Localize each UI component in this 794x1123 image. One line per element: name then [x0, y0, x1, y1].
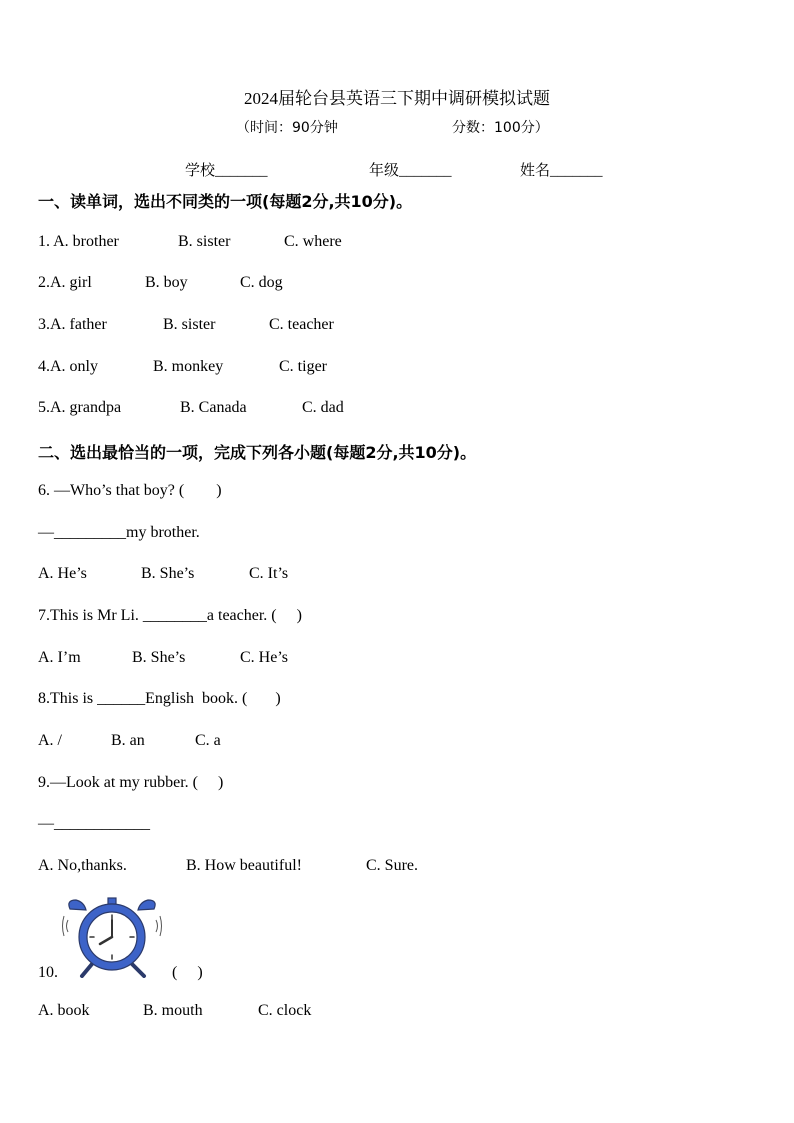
q8-option-b: B. an	[111, 732, 145, 749]
section1-heading: 一、读单词，选出不同类的一项(每题2分,共10分)。	[38, 192, 413, 211]
grade-field: 年级_______	[369, 163, 452, 179]
q7-option-a: A. I’m	[38, 649, 81, 666]
q1-option-a: 1. A. brother	[38, 233, 119, 250]
time-label: （时间：90分钟	[236, 120, 338, 136]
q6-answer-line: —_________my brother.	[38, 524, 200, 541]
q8-option-c: C. a	[195, 732, 221, 749]
q5-option-a: 5.A. grandpa	[38, 399, 122, 416]
name-field: 姓名_______	[520, 163, 603, 179]
q10-number: 10.	[38, 964, 58, 981]
q4-option-c: C. tiger	[279, 358, 327, 375]
page-title: 2024届轮台县英语三下期中调研模拟试题	[244, 89, 550, 108]
q6-stem: 6. —Who’s that boy? ( )	[38, 482, 222, 499]
q7-option-b: B. She’s	[132, 649, 186, 666]
q2-option-c: C. dog	[240, 274, 283, 291]
q5-option-b: B. Canada	[180, 399, 247, 416]
q3-option-a: 3.A. father	[38, 316, 107, 333]
q8-option-a: A. /	[38, 732, 62, 749]
q6-option-a: A. He’s	[38, 565, 87, 582]
q1-option-b: B. sister	[178, 233, 231, 250]
school-field: 学校_______	[185, 163, 268, 179]
q9-answer-line: —____________	[38, 815, 150, 832]
q9-stem: 9.—Look at my rubber. ( )	[38, 774, 224, 791]
q9-option-b: B. How beautiful!	[186, 857, 302, 874]
q8-stem: 8.This is ______English book. ( )	[38, 690, 281, 707]
q7-option-c: C. He’s	[240, 649, 288, 666]
alarm-clock-icon	[62, 896, 162, 978]
q10-option-c: C. clock	[258, 1002, 312, 1019]
q2-option-a: 2.A. girl	[38, 274, 92, 291]
q6-option-b: B. She’s	[141, 565, 195, 582]
score-label: 分数：100分）	[452, 120, 549, 136]
q9-option-a: A. No,thanks.	[38, 857, 127, 874]
q10-option-b: B. mouth	[143, 1002, 203, 1019]
section2-heading: 二、选出最恰当的一项，完成下列各小题(每题2分,共10分)。	[38, 443, 477, 462]
q1-option-c: C. where	[284, 233, 342, 250]
q9-option-c: C. Sure.	[366, 857, 418, 874]
q10-answer-paren: ( )	[172, 964, 203, 981]
q6-option-c: C. It’s	[249, 565, 289, 582]
q7-stem: 7.This is Mr Li. ________a teacher. ( )	[38, 607, 302, 624]
q2-option-b: B. boy	[145, 274, 188, 291]
q3-option-b: B. sister	[163, 316, 216, 333]
q3-option-c: C. teacher	[269, 316, 334, 333]
q4-option-b: B. monkey	[153, 358, 224, 375]
q5-option-c: C. dad	[302, 399, 344, 416]
q4-option-a: 4.A. only	[38, 358, 98, 375]
q10-option-a: A. book	[38, 1002, 90, 1019]
